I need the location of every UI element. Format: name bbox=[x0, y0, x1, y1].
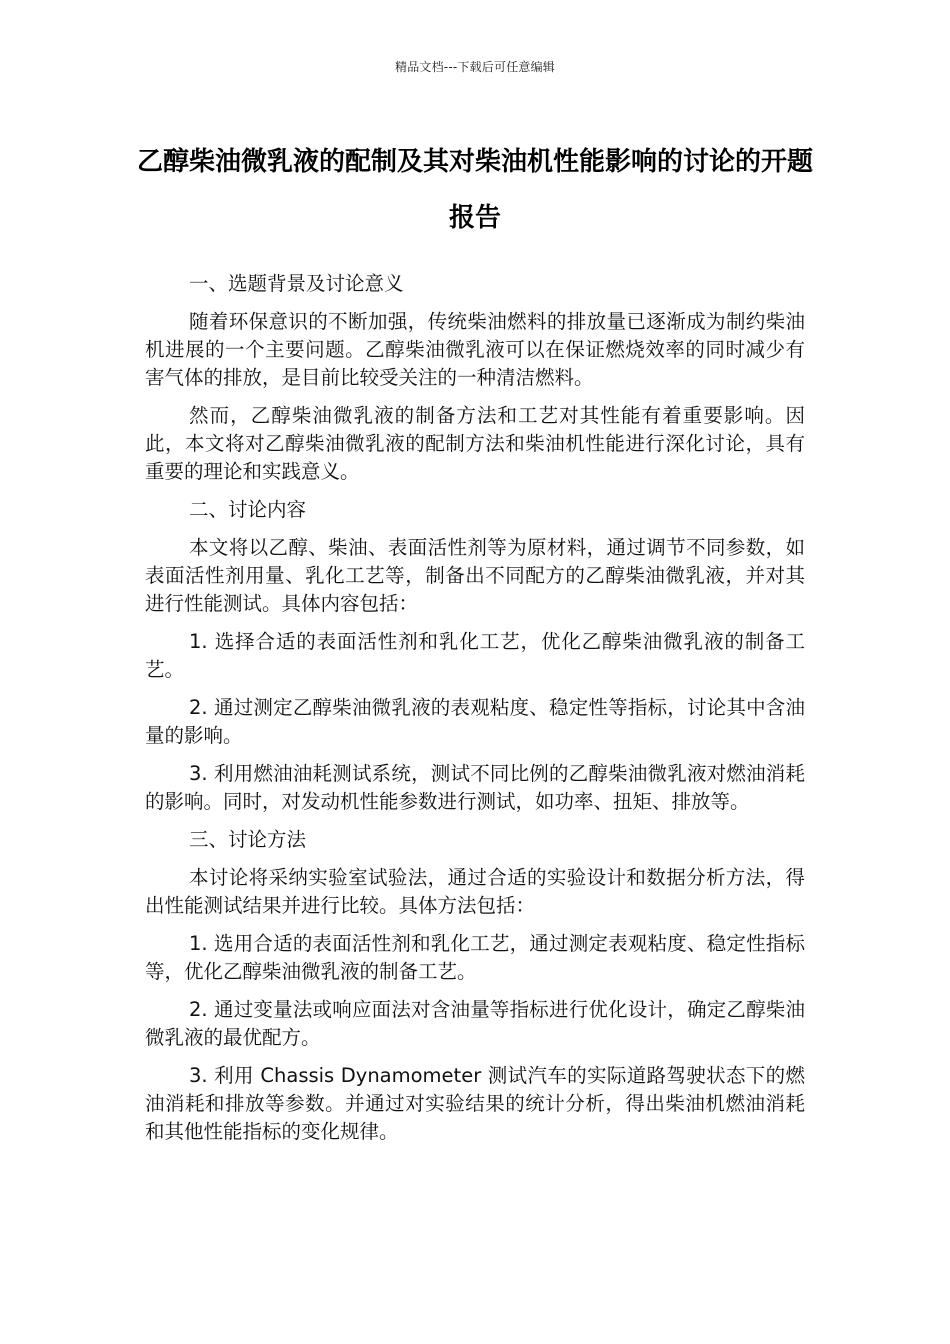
header-note: 精品文档---下载后可任意编辑 bbox=[395, 60, 555, 74]
paragraph: 本讨论将采纳实验室试验法，通过合适的实验设计和数据分析方法，得出性能测试结果并进行比较。具体方法包括： bbox=[145, 866, 805, 917]
document-body bbox=[145, 270, 805, 1156]
section-heading-background: 一、选题背景及讨论意义 bbox=[189, 272, 404, 295]
document-title: 乙醇柴油微乳液的配制及其对柴油机性能影响的讨论的开题报告 bbox=[136, 147, 813, 233]
section-heading-content: 二、讨论内容 bbox=[189, 498, 307, 521]
list-item: 3. 利用燃油油耗测试系统，测试不同比例的乙醇柴油微乳液对燃油消耗的影响。同时，对发动机性能参数进行测试，如功率、扭矩、排放等。 bbox=[145, 762, 805, 813]
list-item: 1. 选用合适的表面活性剂和乳化工艺，通过测定表观粘度、稳定性指标等，优化乙醇柴油微乳液的制备工艺。 bbox=[145, 932, 805, 983]
section-heading-methods: 三、讨论方法 bbox=[189, 828, 307, 851]
list-item: 3. 利用 Chassis Dynamometer 测试汽车的实际道路驾驶状态下的燃油消耗和排放等参数。并通过对实验结果的统计分析，得出柴油机燃油消耗和其他性能指标的变化规律。 bbox=[145, 1064, 805, 1143]
list-item: 1. 选择合适的表面活性剂和乳化工艺，优化乙醇柴油微乳液的制备工艺。 bbox=[145, 630, 805, 681]
list-item: 2. 通过测定乙醇柴油微乳液的表观粘度、稳定性等指标，讨论其中含油量的影响。 bbox=[145, 696, 805, 747]
list-item: 2. 通过变量法或响应面法对含油量等指标进行优化设计，确定乙醇柴油微乳液的最优配方。 bbox=[145, 998, 805, 1049]
paragraph: 然而，乙醇柴油微乳液的制备方法和工艺对其性能有着重要影响。因此，本文将对乙醇柴油微乳液的配制方法和柴油机性能进行深化讨论，具有重要的理论和实践意义。 bbox=[145, 404, 805, 483]
paragraph: 本文将以乙醇、柴油、表面活性剂等为原材料，通过调节不同参数，如表面活性剂用量、乳化工艺等，制备出不同配方的乙醇柴油微乳液，并对其进行性能测试。具体内容包括： bbox=[145, 536, 805, 615]
paragraph: 随着环保意识的不断加强，传统柴油燃料的排放量已逐渐成为制约柴油机进展的一个主要问题。乙醇柴油微乳液可以在保证燃烧效率的同时减少有害气体的排放，是目前比较受关注的一种清洁燃料。 bbox=[145, 310, 805, 389]
